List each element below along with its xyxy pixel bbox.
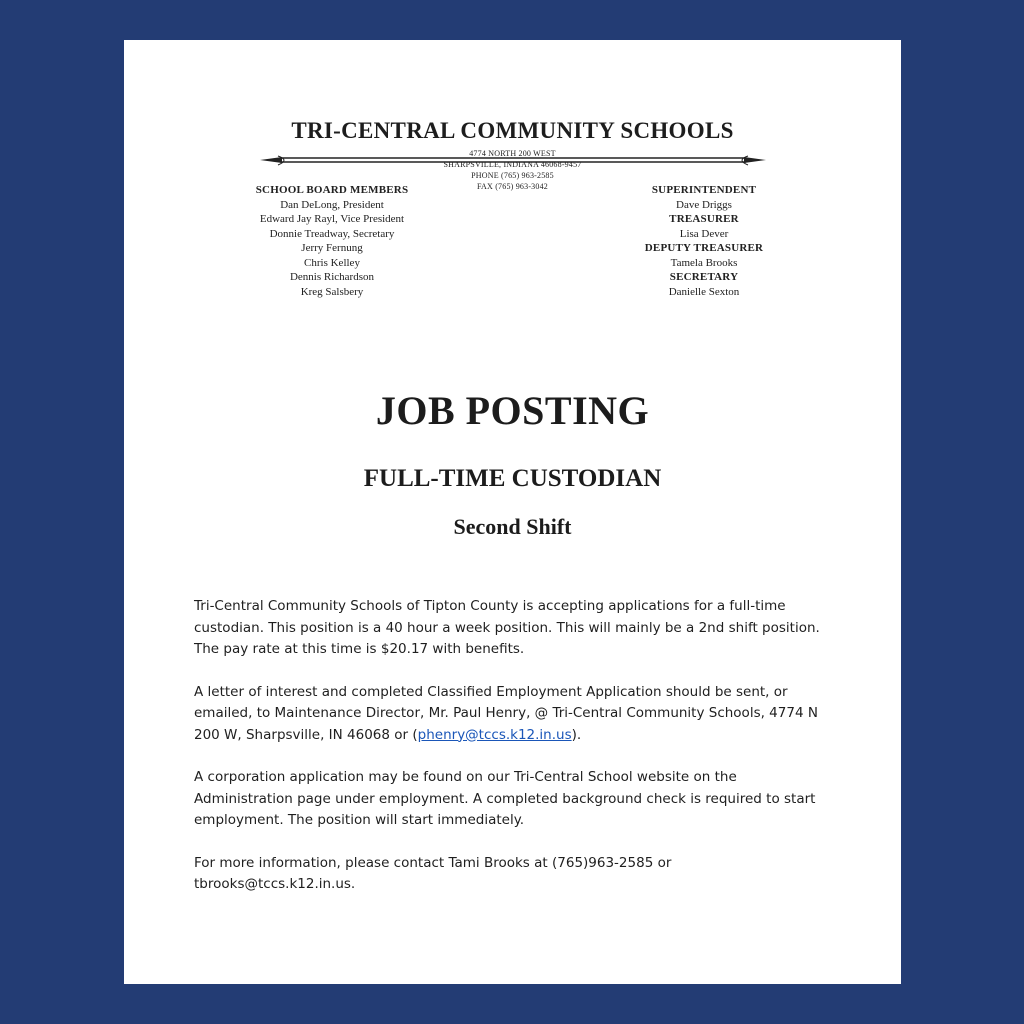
treasurer-name: Lisa Dever xyxy=(679,227,729,240)
posting-title: JOB POSTING xyxy=(375,388,650,433)
paragraph-overview: Tri-Central Community Schools of Tipton County is accepting applications for a full-time custodian. This position is a 40 hour a week position. This will mainly be a 2nd shift position. The pay rate at this time is $20.17 with benefits. xyxy=(194,598,820,657)
board-member: Dan DeLong, President xyxy=(280,198,384,211)
board-member: Kreg Salsbery xyxy=(300,285,364,298)
superintendent-heading: SUPERINTENDENT xyxy=(651,184,757,196)
paragraph-application-info: A corporation application may be found on our Tri-Central School website on the Administration page under employment. A completed background check is required to start employment. The position will start immediately. xyxy=(194,769,816,828)
paragraph-apply xyxy=(194,682,834,747)
board-member: Chris Kelley xyxy=(304,256,360,269)
treasurer-heading: TREASURER xyxy=(669,213,739,225)
address-city: SHARPSVILLE, INDIANA 46068-9457 xyxy=(443,160,582,169)
email-link[interactable]: phenry@tccs.k12.in.us xyxy=(417,726,572,743)
job-posting-page xyxy=(124,40,901,984)
deputy-treasurer-name: Tamela Brooks xyxy=(670,256,738,269)
position-title: FULL-TIME CUSTODIAN xyxy=(363,465,662,492)
board-heading: SCHOOL BOARD MEMBERS xyxy=(255,184,409,196)
deputy-treasurer-heading: DEPUTY TREASURER xyxy=(644,242,764,254)
paragraph-contact: For more information, please contact Tami Brooks at (765)963-2585 or tbrooks@tccs.k12.in.us. xyxy=(194,854,672,892)
decorative-divider xyxy=(260,154,766,168)
address-fax: FAX (765) 963-3042 xyxy=(476,182,548,191)
apply-text-end: ). xyxy=(571,726,582,743)
shift-label: Second Shift xyxy=(453,514,572,539)
address-street: 4774 NORTH 200 WEST xyxy=(469,149,556,158)
board-member: Donnie Treadway, Secretary xyxy=(269,227,395,240)
address-phone: PHONE (765) 963-2585 xyxy=(471,171,554,180)
school-board-list xyxy=(232,183,432,299)
secretary-heading: SECRETARY xyxy=(669,271,739,283)
secretary-name: Danielle Sexton xyxy=(668,285,740,298)
board-member: Edward Jay Rayl, Vice President xyxy=(259,213,405,225)
board-member: Jerry Fernung xyxy=(301,242,363,254)
posting-body xyxy=(194,596,834,917)
board-member: Dennis Richardson xyxy=(289,271,374,283)
superintendent-name: Dave Driggs xyxy=(676,198,732,211)
officers-list xyxy=(604,183,804,299)
apply-text: A letter of interest and completed Classified Employment Application should be sent, or emailed, to Maintenance Director, Mr. Paul Henry, @ Tri-Central Community Schools, 4774 N 200 W, Sharpsville, IN 46068 or ( xyxy=(194,683,818,743)
school-name: TRI-CENTRAL COMMUNITY SCHOOLS xyxy=(291,118,734,143)
